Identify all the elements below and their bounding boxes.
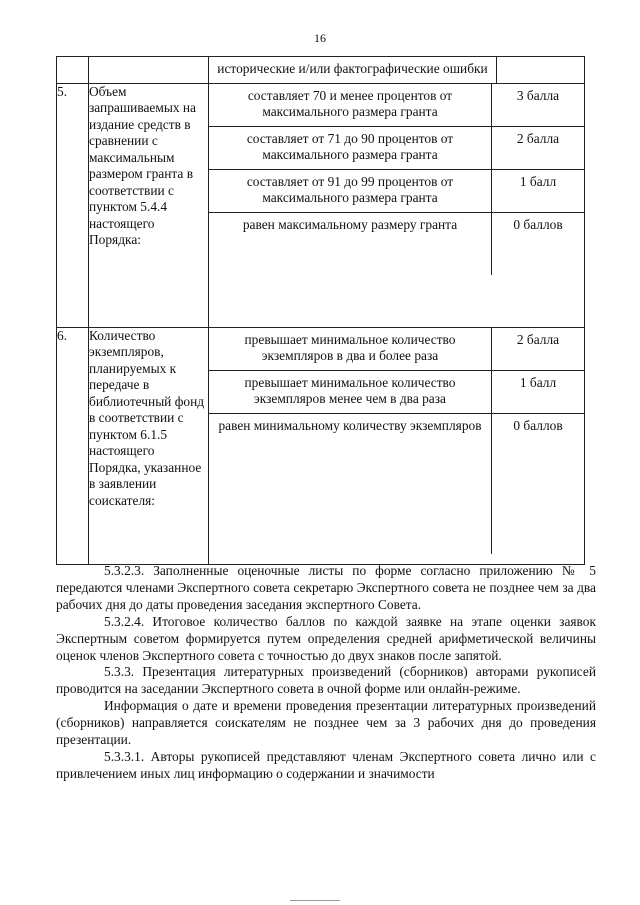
options-cell xyxy=(209,327,585,564)
option-row xyxy=(209,213,584,275)
option-text: составляет 70 и менее процентов от максимального размера гранта xyxy=(247,87,453,119)
option-text: составляет от 71 до 90 процентов от максимального размера гранта xyxy=(246,130,454,162)
option-row xyxy=(209,170,584,213)
option-score: 1 балл xyxy=(491,170,584,212)
option-row xyxy=(209,328,584,371)
option-row xyxy=(209,414,584,554)
paragraph-5-3-3: 5.3.3. Презентация литературных произведений (сборников) авторами рукописей проводится на заседании Экспертного совета в очной форме или онлайн-режиме. xyxy=(56,664,596,697)
option-row xyxy=(209,84,584,127)
paragraph-5-3-2-4: 5.3.2.4. Итоговое количество баллов по каждой заявке на этапе оценки заявок Экспертным советом формируется путем определения средней арифметической величины оценок членов Экспертного совета с точностью до двух знаков после запятой. xyxy=(56,613,596,663)
option-text: превышает минимальное количество экземпляров в два и более раза xyxy=(244,331,456,363)
option-score: 0 баллов xyxy=(491,213,584,275)
option-text: равен максимальному размеру гранта xyxy=(242,216,458,232)
table-row-criterion-5 xyxy=(57,83,585,327)
option-score: 2 балла xyxy=(491,127,584,169)
option-row xyxy=(209,127,584,170)
score-cell xyxy=(497,57,585,84)
option-score: 2 балла xyxy=(491,328,584,370)
footer-divider xyxy=(290,900,340,901)
criterion-cell: Количество экземпляров, планируемых к передаче в библиотечный фонд в соответствии с пунктом 6.1.5 настоящего Порядка, указанное в заявлении соискателя: xyxy=(89,327,209,564)
option-text: превышает минимальное количество экземпляров менее чем в два раза xyxy=(244,374,456,406)
paragraph-5-3-3-1: 5.3.3.1. Авторы рукописей представляют членам Экспертного совета лично или с привлечением иных лиц информацию о содержании и значимости xyxy=(56,748,596,781)
row-number: 5. xyxy=(57,83,89,327)
option-score: 1 балл xyxy=(491,371,584,413)
option-score: 0 баллов xyxy=(491,414,584,554)
option-text: равен минимальному количеству экземпляров xyxy=(218,417,482,433)
option-text: составляет от 91 до 99 процентов от максимального размера гранта xyxy=(246,173,454,205)
table-row-criterion-6 xyxy=(57,327,585,564)
criterion-cell: Объем запрашиваемых на издание средств в сравнении с максимальным размером гранта в соответствии с пунктом 5.4.4 настоящего Порядка: xyxy=(89,83,209,327)
row-number: 6. xyxy=(57,327,89,564)
table-row-continuation xyxy=(57,57,585,84)
option-cell: исторические и/или фактографические ошибки xyxy=(209,57,497,84)
row-number xyxy=(57,57,89,84)
option-row xyxy=(209,371,584,414)
page-number: 16 xyxy=(314,31,326,45)
option-score: 3 балла xyxy=(491,84,584,126)
paragraph-presentation-info: Информация о дате и времени проведения презентации литературных произведений (сборников) направляется соискателям не позднее чем за 3 рабочих дня до проведения презентации. xyxy=(56,698,596,748)
options-cell xyxy=(209,83,585,327)
paragraph-5-3-2-3: 5.3.2.3. Заполненные оценочные листы по форме согласно приложению № 5 передаются членами Экспертного совета секретарю Экспертного совета не позднее чем за два рабочих дня до даты проведения заседания экспертного Совета. xyxy=(56,563,596,612)
criterion-cell xyxy=(89,57,209,84)
criteria-table xyxy=(56,56,585,565)
body-text xyxy=(56,563,596,783)
